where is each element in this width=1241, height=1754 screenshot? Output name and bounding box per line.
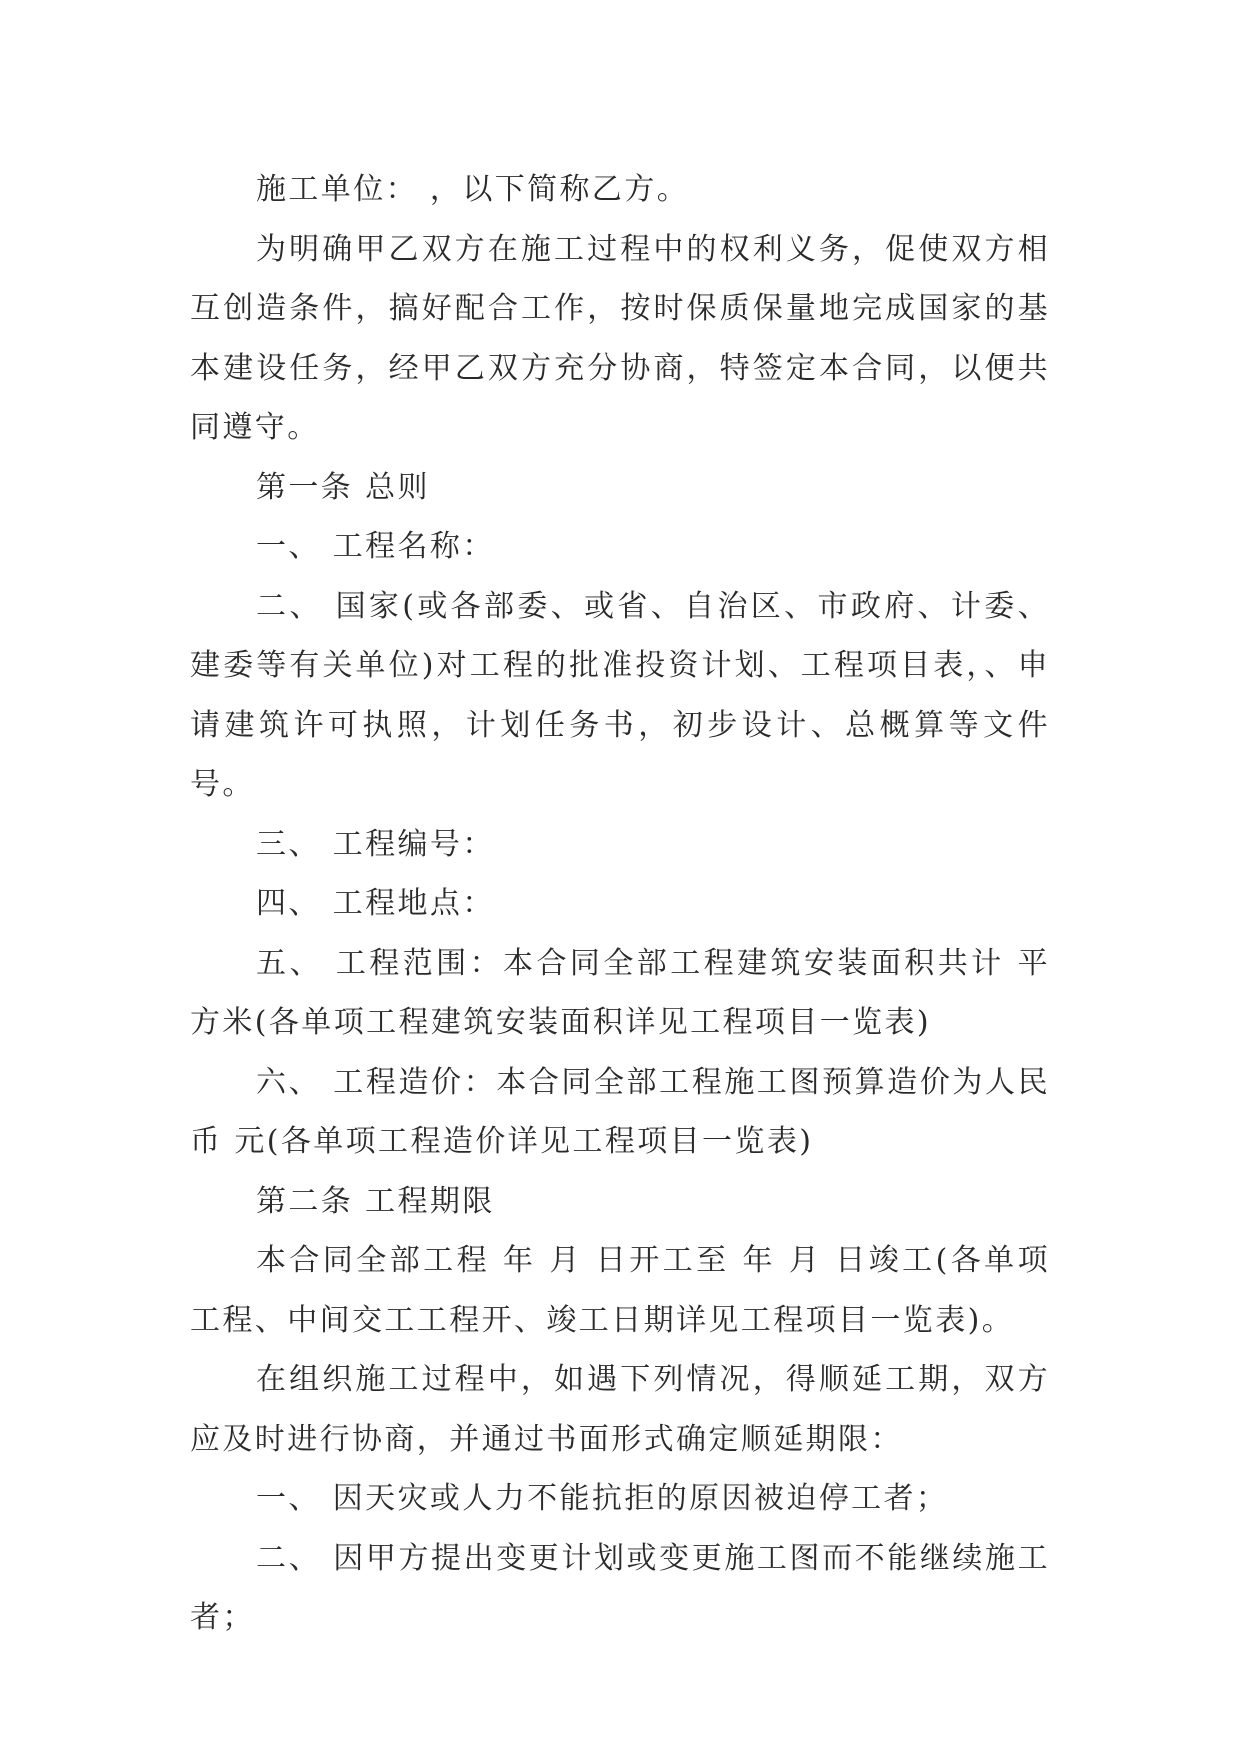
paragraph-schedule: 本合同全部工程 年 月 日开工至 年 月 日竣工(各单项工程、中间交工工程开、竣工日期详见工程项目一览表)。 <box>190 1243 1050 1338</box>
article-2-heading: 第二条 工程期限 <box>256 1183 495 1219</box>
condition-force-majeure: 一、 因天灾或人力不能抗拒的原因被迫停工者； <box>256 1481 949 1516</box>
contract-body <box>190 160 1050 1648</box>
condition-design-change: 二、 因甲方提出变更计划或变更施工图而不能继续施工者； <box>190 1540 1050 1635</box>
clause-project-name: 一、 工程名称： <box>256 529 495 564</box>
paragraph-purpose: 为明确甲乙双方在施工过程中的权利义务，促使双方相互创造条件，搞好配合工作，按时保质保量地完成国家的基本建设任务，经甲乙双方充分协商，特签定本合同，以便共同遵守。 <box>190 231 1050 445</box>
clause-project-cost: 六、 工程造价：本合同全部工程施工图预算造价为人民币 元(各单项工程造价详见工程项目一览表) <box>190 1064 1050 1159</box>
paragraph-extension-conditions: 在组织施工过程中，如遇下列情况，得顺延工期，双方应及时进行协商，并通过书面形式确定顺延期限： <box>190 1362 1050 1457</box>
clause-project-scope: 五、 工程范围：本合同全部工程建筑安装面积共计 平方米(各单项工程建筑安装面积详见工程项目一览表) <box>190 945 1050 1040</box>
clause-project-location: 四、 工程地点： <box>256 886 495 921</box>
clause-project-number: 三、 工程编号： <box>256 826 495 862</box>
article-1-heading: 第一条 总则 <box>256 469 430 505</box>
paragraph-contractor: 施工单位： ，以下简称乙方。 <box>256 172 690 207</box>
clause-approval-documents: 二、 国家(或各部委、或省、自治区、市政府、计委、建委等有关单位)对工程的批准投资计划、工程项目表，、申请建筑许可执照，计划任务书，初步设计、总概算等文件号。 <box>190 588 1050 802</box>
